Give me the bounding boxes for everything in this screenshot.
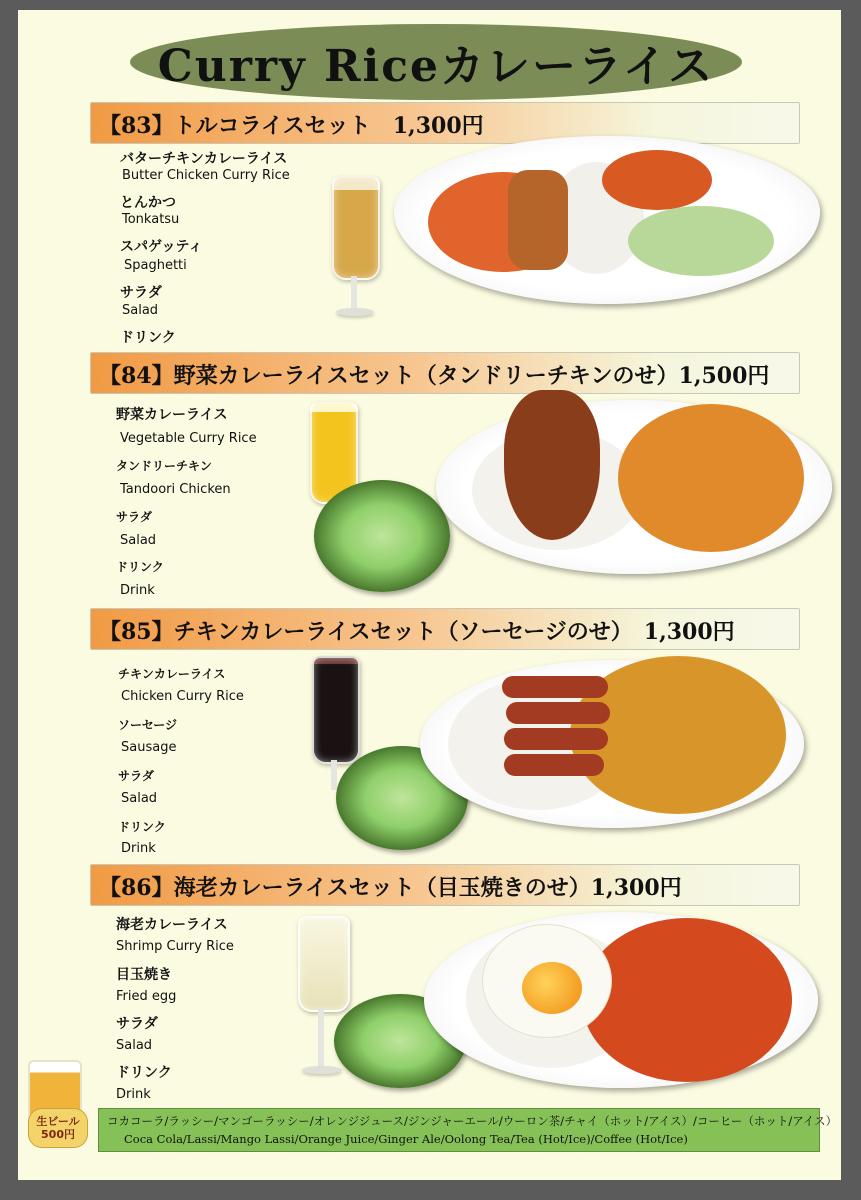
set-84-item-4-jp: ドリンク <box>116 560 164 574</box>
set-83-salad <box>628 206 774 276</box>
set-85-sausage-3 <box>504 728 608 750</box>
set-84-item-1-jp: 野菜カレーライス <box>116 407 228 423</box>
set-86-glass-stem <box>318 1008 324 1068</box>
set-83-item-4-en: Salad <box>122 303 159 318</box>
set-83-item-2-en: Tonkatsu <box>122 212 180 227</box>
set-86-drink-glass <box>298 916 350 1012</box>
set-83-item-3-en: Spaghetti <box>124 258 187 273</box>
beer-price: 500円 <box>41 1128 75 1141</box>
set-84-item-1-en: Vegetable Curry Rice <box>120 431 257 446</box>
set-83-item-1-en: Butter Chicken Curry Rice <box>122 168 290 183</box>
set-85-item-1-jp: チキンカレーライス <box>118 667 226 681</box>
beer-label: 生ビール <box>36 1115 80 1128</box>
set-84-banner <box>90 352 800 394</box>
set-84-item-3-jp: サラダ <box>116 510 152 524</box>
set-85-sausage-4 <box>504 754 604 776</box>
set-86-item-3-en: Salad <box>116 1038 153 1053</box>
set-85-item-1-en: Chicken Curry Rice <box>121 689 244 704</box>
set-83-item-3-jp: スパゲッティ <box>120 239 203 255</box>
set-84-item-2-en: Tandoori Chicken <box>120 482 231 497</box>
set-86-item-1-jp: 海老カレーライス <box>116 917 228 933</box>
set-83-item-4-jp: サラダ <box>120 285 162 301</box>
set-85-drink-glass <box>312 656 360 764</box>
set-83-item-2-jp: とんかつ <box>120 195 176 211</box>
set-84-curry <box>618 404 804 552</box>
set-86-item-2-jp: 目玉焼き <box>116 967 172 983</box>
set-83-drink-glass <box>332 176 380 280</box>
set-85-item-4-en: Drink <box>121 841 156 856</box>
set-83-item-5-jp: ドリンク <box>120 330 176 346</box>
set-86-item-1-en: Shrimp Curry Rice <box>116 939 234 954</box>
set-84-item-3-en: Salad <box>120 533 157 548</box>
drink-options-jp: コカコーラ/ラッシー/マンゴーラッシー/オレンジジュース/ジンジャーエール/ウーロン茶/チャイ（ホット/アイス）/コーヒー（ホット/アイス） <box>107 1114 838 1128</box>
set-85-item-3-en: Salad <box>121 791 158 806</box>
set-84-item-4-en: Drink <box>120 583 155 598</box>
set-83-glass-stem <box>351 276 357 310</box>
set-83-tonkatsu <box>508 170 568 270</box>
set-85-item-3-jp: サラダ <box>118 769 154 783</box>
set-85-sausage-1 <box>502 676 608 698</box>
set-84-title: 【84】野菜カレーライスセット（タンドリーチキンのせ）1,500円 <box>99 363 770 389</box>
set-85-title: 【85】チキンカレーライスセット（ソーセージのせ） 1,300円 <box>99 619 735 645</box>
set-86-fried-egg-yolk <box>522 962 582 1014</box>
set-84-salad-bowl <box>314 480 450 592</box>
set-83-item-1-jp: バターチキンカレーライス <box>120 151 288 167</box>
set-86-item-4-jp: ドリンク <box>116 1065 172 1081</box>
set-83-banner <box>90 102 800 144</box>
set-86-item-4-en: Drink <box>116 1087 151 1102</box>
set-85-item-2-jp: ソーセージ <box>118 718 178 732</box>
set-86-title: 【86】海老カレーライスセット（目玉焼きのせ）1,300円 <box>99 875 682 901</box>
menu-page <box>18 10 841 1180</box>
set-85-sausage-2 <box>506 702 610 724</box>
page-title: Curry Riceカレーライス <box>157 41 715 92</box>
set-86-item-3-jp: サラダ <box>116 1016 158 1032</box>
set-86-item-2-en: Fried egg <box>116 989 177 1004</box>
beer-price-tag <box>28 1108 88 1148</box>
set-83-title: 【83】トルコライスセット 1,300円 <box>99 113 484 139</box>
set-84-item-2-jp: タンドリーチキン <box>116 459 212 473</box>
drink-options-en: Coca Cola/Lassi/Mango Lassi/Orange Juice/Ginger Ale/Oolong Tea/Tea (Hot/Ice)/Coffee (Hot/Ice) <box>124 1132 688 1146</box>
set-86-curry <box>582 918 792 1082</box>
set-83-spaghetti <box>602 150 712 210</box>
set-85-banner <box>90 608 800 650</box>
set-86-glass-foot <box>302 1066 342 1074</box>
set-84-tandoori-chicken <box>504 390 600 540</box>
set-86-banner <box>90 864 800 906</box>
set-85-item-2-en: Sausage <box>121 740 177 755</box>
set-85-glass-stem <box>331 760 337 790</box>
drink-options-bar <box>98 1108 838 1152</box>
set-85-item-4-jp: ドリンク <box>118 820 166 834</box>
set-83-glass-foot <box>336 308 374 316</box>
